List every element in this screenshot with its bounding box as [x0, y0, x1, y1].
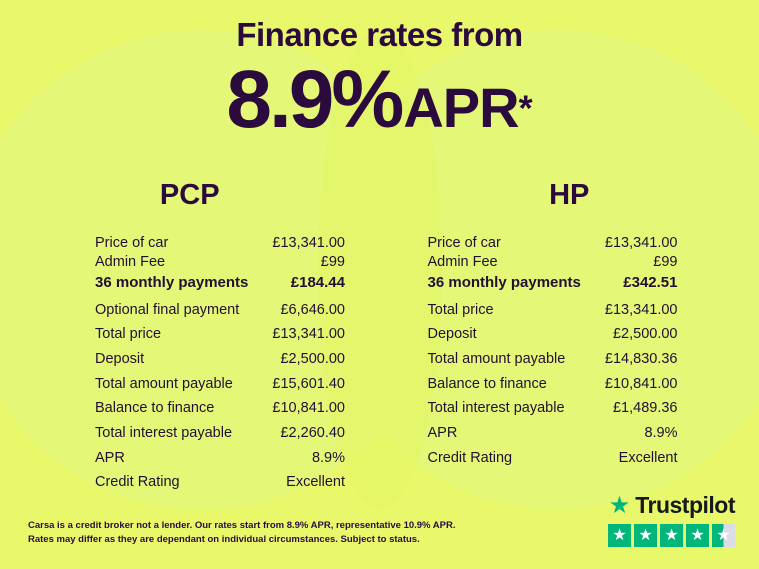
table-row [95, 298, 345, 323]
row-label: Admin Fee [427, 253, 498, 270]
finance-column-pcp [0, 179, 380, 495]
row-value: Excellent [618, 449, 678, 466]
row-value: £13,341.00 [272, 235, 345, 251]
table-row [428, 298, 678, 323]
row-label: Total interest payable [427, 400, 565, 417]
table-row [95, 421, 345, 446]
trustpilot-star-icon: ★ [608, 491, 631, 519]
row-label: 36 monthly payments [95, 274, 249, 292]
row-value: £99 [653, 253, 678, 270]
headline: Finance rates from [236, 16, 523, 53]
row-value: £2,500.00 [612, 326, 678, 343]
table-row [428, 322, 678, 347]
star-icon: ★ [686, 524, 709, 547]
row-label: Price of car [95, 235, 169, 251]
row-label: Admin Fee [95, 253, 166, 270]
row-value: £6,646.00 [280, 301, 345, 318]
row-value: £342.51 [623, 274, 678, 292]
table-row [95, 234, 345, 253]
star-icon: ★ [660, 524, 683, 547]
row-value: £99 [320, 253, 345, 270]
column-title-hp: HP [549, 179, 590, 211]
row-label: Credit Rating [427, 449, 513, 466]
table-row [95, 253, 345, 272]
column-title-pcp: PCP [159, 179, 220, 211]
star-half-icon: ★ [712, 524, 735, 547]
row-value: £10,841.00 [272, 400, 345, 417]
table-row [95, 396, 345, 421]
row-value: £184.44 [290, 274, 345, 292]
row-label: APR [427, 424, 458, 441]
row-label: Deposit [427, 326, 477, 343]
row-label: 36 monthly payments [427, 274, 581, 292]
row-value: £13,341.00 [272, 326, 345, 343]
row-value: 8.9% [311, 449, 345, 466]
finance-columns [0, 179, 759, 495]
row-label: APR [95, 449, 125, 466]
row-value: £1,489.36 [612, 400, 678, 417]
trustpilot-rating[interactable] [608, 492, 735, 547]
rate-value: 8.9% [226, 54, 402, 145]
row-label: Credit Rating [95, 474, 180, 491]
row-label: Total amount payable [427, 350, 566, 367]
table-row [428, 347, 678, 372]
rate-asterisk: * [518, 87, 533, 129]
row-label: Balance to finance [95, 400, 215, 417]
row-value: £10,841.00 [604, 375, 678, 392]
row-label: Optional final payment [95, 301, 240, 318]
table-row [428, 396, 678, 421]
row-value: £2,260.40 [280, 424, 345, 441]
row-label: Price of car [427, 235, 501, 251]
row-value: £13,341.00 [604, 235, 678, 251]
table-row [95, 271, 345, 297]
trustpilot-logo [608, 492, 735, 519]
hp-table [428, 234, 678, 470]
star-icon: ★ [634, 524, 657, 547]
disclaimer-text: Carsa is a credit broker not a lender. Our rates start from 8.9% APR, representative 10.9% APR. Rates may differ as they are dependant on individual circumstances. Subject to status. [28, 519, 456, 545]
row-value: £15,601.40 [272, 375, 345, 392]
row-value: £13,341.00 [604, 301, 678, 318]
row-label: Balance to finance [427, 375, 547, 392]
trustpilot-name: Trustpilot [635, 492, 735, 518]
star-icon: ★ [608, 524, 631, 547]
table-row [428, 421, 678, 446]
table-row [95, 322, 345, 347]
pcp-table [95, 234, 345, 495]
table-row [428, 271, 678, 297]
row-label: Total price [427, 301, 494, 318]
table-row [95, 347, 345, 372]
table-row [428, 253, 678, 272]
row-value: 8.9% [644, 424, 678, 441]
trustpilot-stars [608, 524, 735, 547]
row-value: £14,830.36 [604, 350, 678, 367]
table-row [428, 372, 678, 397]
finance-column-hp [380, 179, 759, 495]
row-label: Total amount payable [95, 375, 233, 392]
row-label: Total price [95, 326, 162, 343]
table-row [95, 372, 345, 397]
table-row [428, 234, 678, 253]
row-value: £2,500.00 [280, 350, 345, 367]
row-label: Deposit [95, 350, 145, 367]
row-label: Total interest payable [95, 424, 233, 441]
table-row [95, 470, 345, 495]
rate-line [0, 54, 759, 145]
row-value: Excellent [286, 474, 345, 491]
rate-unit: APR [403, 76, 519, 139]
table-row [95, 446, 345, 471]
table-row [428, 446, 678, 471]
